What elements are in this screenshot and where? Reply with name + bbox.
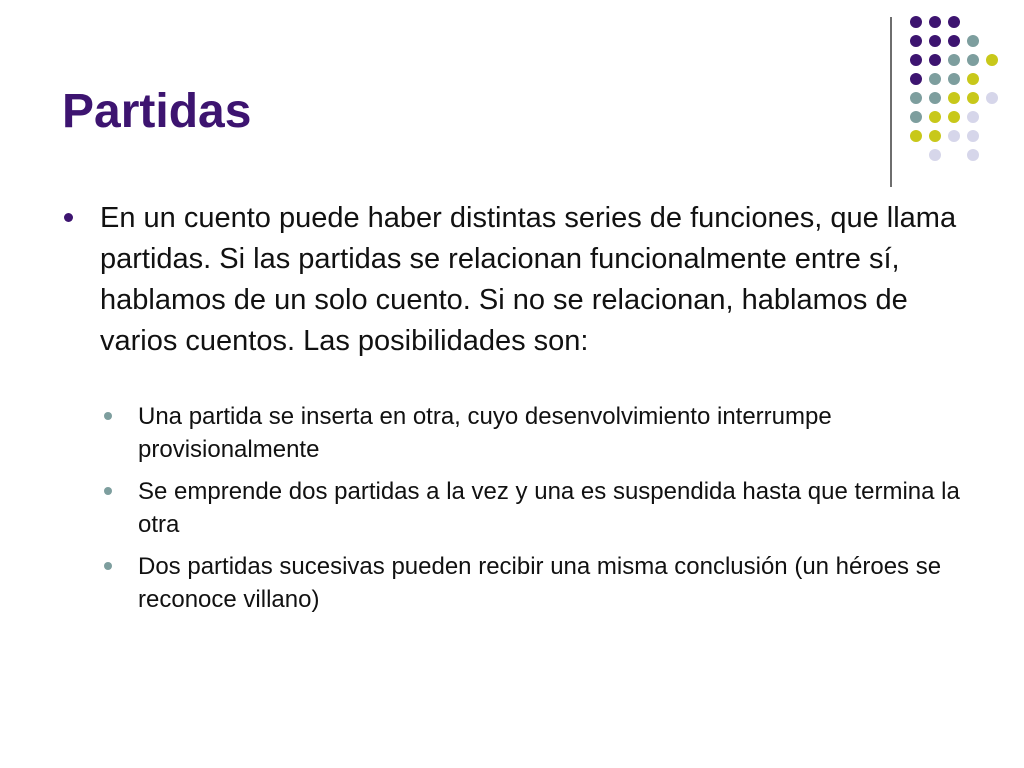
decorative-dot [910, 92, 922, 104]
decorative-dot [986, 54, 998, 66]
main-bullet-text: En un cuento puede haber distintas series de funciones, que llama partidas. Si las partidas se relacionan funcionalmente entre sí, hablamos de un solo cuento. Si no se relacionan, hablamos de varios cuentos. Las posibilidades son: [100, 202, 957, 357]
decorative-dot [910, 111, 922, 123]
sub-bullet-text: Se emprende dos partidas a la vez y una es suspendida hasta que termina la otra [138, 478, 960, 538]
decorative-dot [929, 54, 941, 66]
decorative-dot [948, 111, 960, 123]
decorative-dot [948, 35, 960, 47]
decorative-dot [910, 130, 922, 142]
sub-bullet-list [62, 400, 962, 616]
sub-bullet-text: Una partida se inserta en otra, cuyo desenvolvimiento interrumpe provisionalmente [138, 403, 832, 463]
decorative-dot [967, 149, 979, 161]
decorative-dot [929, 73, 941, 85]
decorative-dot [967, 73, 979, 85]
decorative-dot [929, 111, 941, 123]
decorative-dot [967, 92, 979, 104]
decorative-dot [967, 111, 979, 123]
sub-bullet-marker [104, 487, 112, 495]
decorative-dot-grid [910, 16, 1010, 166]
sub-bullet-item [102, 550, 962, 616]
decorative-dot [929, 16, 941, 28]
decorative-dot [948, 92, 960, 104]
vertical-divider [890, 17, 892, 187]
sub-bullet-marker [104, 412, 112, 420]
main-bullet [62, 198, 962, 362]
decorative-dot [929, 149, 941, 161]
decorative-dot [929, 35, 941, 47]
main-bullet-marker [64, 213, 73, 222]
sub-bullet-item [102, 400, 962, 466]
decorative-dot [967, 54, 979, 66]
decorative-dot [948, 130, 960, 142]
slide-body [62, 198, 962, 625]
sub-bullet-text: Dos partidas sucesivas pueden recibir una misma conclusión (un héroes se reconoce villano) [138, 553, 942, 613]
decorative-dot [910, 16, 922, 28]
decorative-dot [910, 54, 922, 66]
decorative-dot [948, 73, 960, 85]
decorative-dot [910, 73, 922, 85]
decorative-dot [967, 130, 979, 142]
sub-bullet-item [102, 475, 962, 541]
decorative-dot [929, 130, 941, 142]
sub-bullet-marker [104, 562, 112, 570]
decorative-dot [986, 92, 998, 104]
decorative-dot [948, 16, 960, 28]
decorative-dot [948, 54, 960, 66]
decorative-dot [967, 35, 979, 47]
slide-title: Partidas [62, 85, 252, 138]
decorative-dot [910, 35, 922, 47]
decorative-dot [929, 92, 941, 104]
